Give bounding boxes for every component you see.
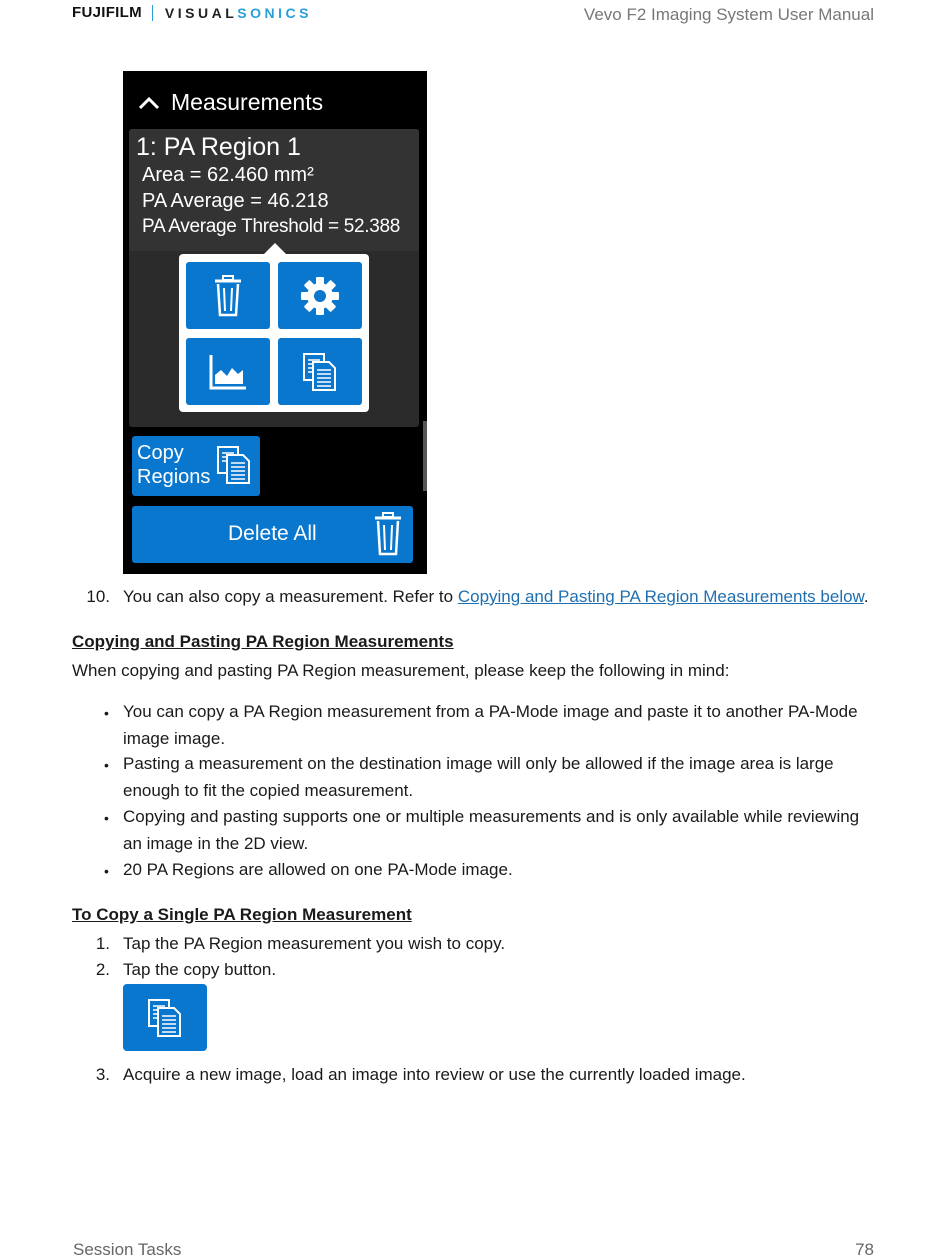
step-10-text: You can also copy a measurement. Refer to Copying and Pasting PA Region Measurements below. <box>123 587 869 606</box>
copy-icon <box>147 998 183 1038</box>
region-title: 1: PA Region 1 <box>136 133 301 161</box>
visualsonics-logo-text: VISUALSONICS <box>164 4 312 21</box>
region-action-popup <box>179 254 369 412</box>
copy-icon <box>216 445 252 485</box>
bullet-item: You can copy a PA Region measurement from a PA-Mode image and paste it to another PA-Mode image image. <box>123 702 858 748</box>
section-heading-copy-paste: Copying and Pasting PA Region Measurements <box>72 632 454 651</box>
delete-all-label: Delete All <box>228 522 317 545</box>
step-text: Tap the copy button. <box>123 960 277 979</box>
document-title: Vevo F2 Imaging System User Manual <box>583 5 874 24</box>
bullet-item: Copying and pasting supports one or multiple measurements and is only available while reviewing an image in the 2D view. <box>123 807 860 853</box>
step-number: 1. <box>95 934 110 953</box>
measurements-header[interactable] <box>137 89 323 116</box>
copy-regions-button[interactable] <box>132 436 260 496</box>
region-settings-button[interactable] <box>278 262 362 329</box>
copy-regions-label: Copy Regions <box>137 442 211 488</box>
region-pa-average: PA Average = 46.218 <box>142 190 329 212</box>
copy-paste-link[interactable]: Copying and Pasting PA Region Measurements below <box>457 587 864 606</box>
popup-pointer <box>263 243 287 255</box>
bullet-marker: • <box>104 705 109 721</box>
footer-section-name: Session Tasks <box>73 1240 182 1259</box>
area-chart-icon <box>208 353 248 391</box>
copy-region-button[interactable] <box>278 338 362 405</box>
step-text: Acquire a new image, load an image into review or use the currently loaded image. <box>123 1065 746 1084</box>
fujifilm-logo-text: FUJIFILM <box>72 4 142 21</box>
chevron-up-icon <box>137 95 161 111</box>
bullet-item: Pasting a measurement on the destination image will only be allowed if the image area is large enough to fit the copied measurement. <box>123 754 834 800</box>
gear-icon <box>300 276 340 316</box>
step-number: 10. <box>86 587 110 606</box>
region-area: Area = 62.460 mm² <box>142 164 314 186</box>
step-number: 3. <box>95 1065 110 1084</box>
region-pa-threshold: PA Average Threshold = 52.388 <box>142 216 401 237</box>
trash-icon <box>373 512 403 556</box>
pa-region-card[interactable] <box>129 129 419 427</box>
brand-logo <box>72 4 312 21</box>
scrollbar[interactable] <box>423 421 427 491</box>
bullet-item: 20 PA Regions are allowed on one PA-Mode image. <box>123 860 513 879</box>
step-number: 2. <box>95 960 110 979</box>
measurements-title: Measurements <box>171 89 324 115</box>
copy-icon <box>302 352 338 392</box>
step-text: Tap the PA Region measurement you wish to copy. <box>123 934 506 953</box>
page-number: 78 <box>855 1240 874 1259</box>
copy-button-illustration <box>123 984 207 1051</box>
bullet-marker: • <box>104 863 109 879</box>
measurements-panel-screenshot <box>123 71 427 574</box>
trash-icon <box>213 275 243 317</box>
bullet-marker: • <box>104 810 109 826</box>
bullet-marker: • <box>104 757 109 773</box>
delete-region-button[interactable] <box>186 262 270 329</box>
section-heading-copy-single: To Copy a Single PA Region Measurement <box>72 905 412 924</box>
section-intro: When copying and pasting PA Region measurement, please keep the following in mind: <box>72 661 730 680</box>
region-graph-button[interactable] <box>186 338 270 405</box>
logo-divider <box>152 5 153 21</box>
delete-all-button[interactable] <box>132 506 413 563</box>
